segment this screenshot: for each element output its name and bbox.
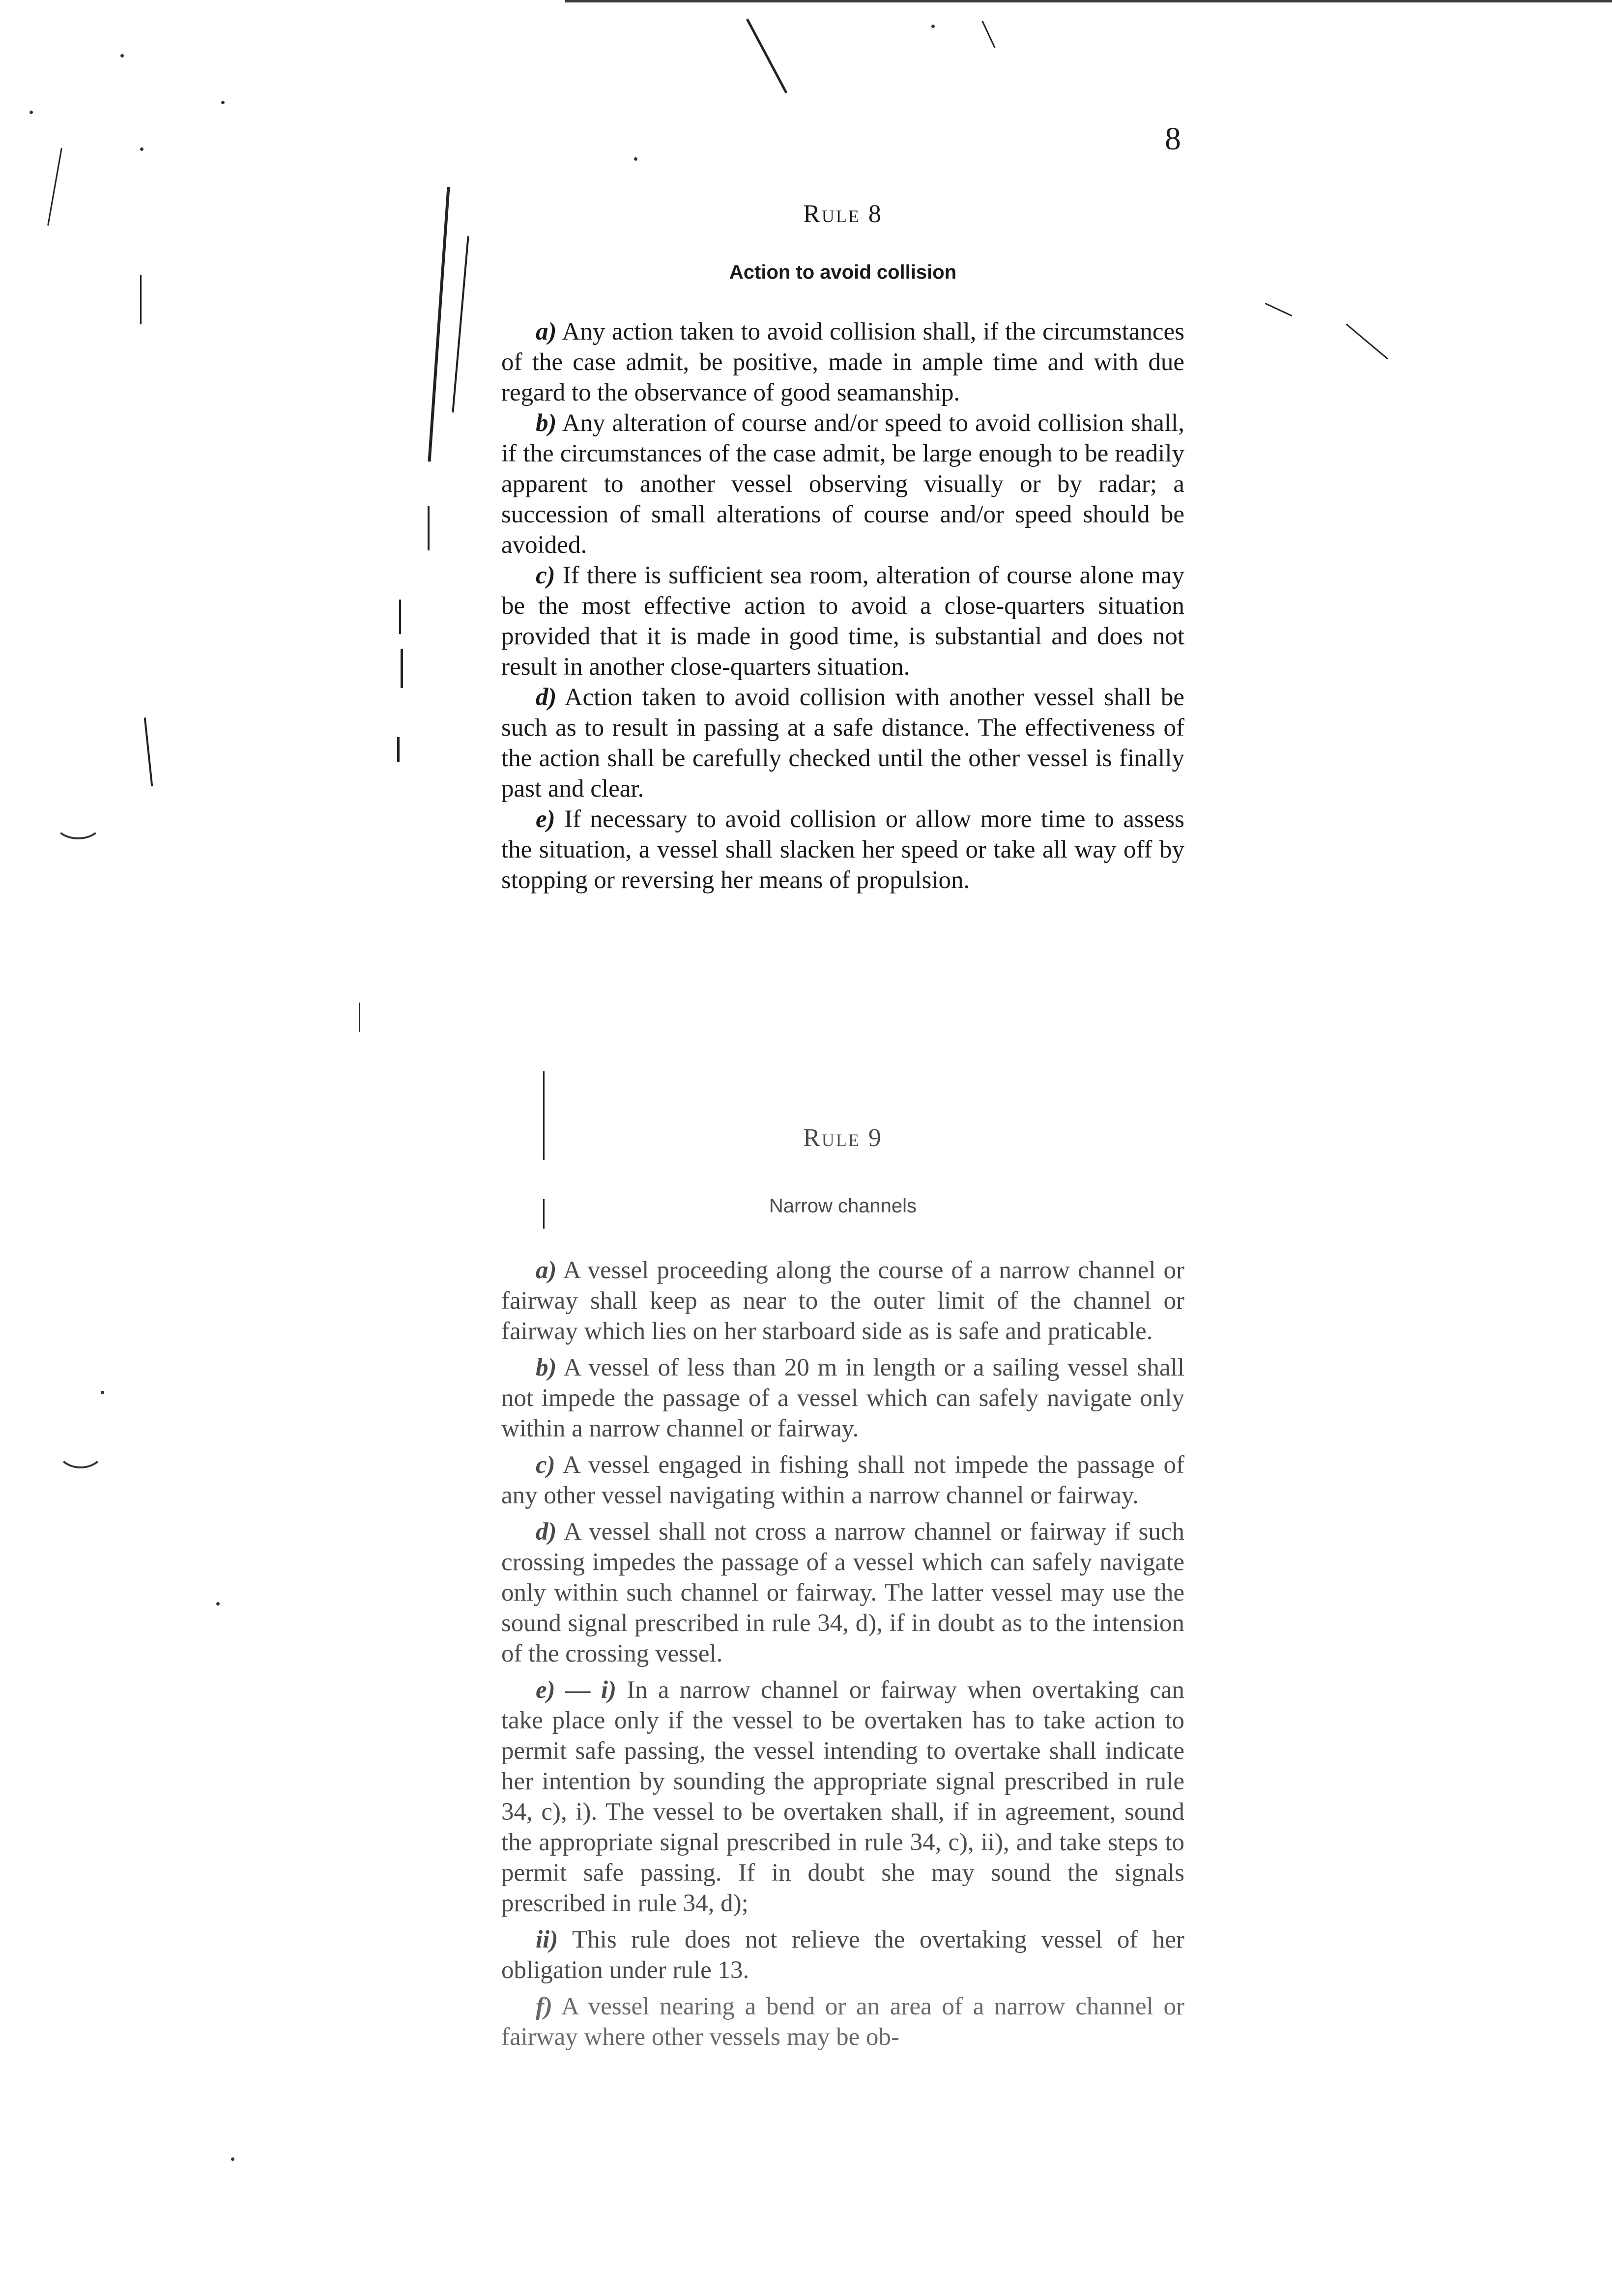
rule-9-paragraph-a bbox=[501, 1255, 1184, 1347]
rule-9-paragraph-d bbox=[501, 1517, 1184, 1669]
paragraph-letter: b) bbox=[536, 409, 557, 437]
rule-8-section bbox=[501, 201, 1184, 895]
paragraph-letter: e) — i) bbox=[536, 1676, 617, 1704]
paragraph-text: A vessel engaged in fishing shall not impede the passage of any other vessel navigating within a narrow channel or fairway. bbox=[501, 1451, 1184, 1509]
paragraph-letter: e) bbox=[536, 805, 555, 833]
scan-mark bbox=[428, 506, 430, 550]
page-number: 8 bbox=[1165, 121, 1181, 157]
scan-mark bbox=[144, 718, 153, 786]
paragraph-text: A vessel proceeding along the course of a narrow channel or fairway shall keep as near to the outer limit of the channel or fairway which lies on her starboard side as is safe and praticable. bbox=[501, 1257, 1184, 1345]
scan-dot bbox=[101, 1391, 104, 1394]
rule-8-paragraph-c bbox=[501, 560, 1184, 682]
scan-mark bbox=[397, 737, 400, 762]
scan-dot bbox=[931, 25, 935, 28]
scan-mark bbox=[746, 19, 787, 93]
scan-dot bbox=[216, 1602, 220, 1606]
rule-9-paragraph-e-ii bbox=[501, 1924, 1184, 1985]
scan-mark bbox=[428, 187, 450, 461]
paragraph-letter: ii) bbox=[536, 1926, 558, 1953]
paragraph-letter: b) bbox=[536, 1354, 557, 1381]
rule-9-paragraph-e-i bbox=[501, 1675, 1184, 1919]
paragraph-letter: f) bbox=[536, 1993, 552, 2020]
rule-8-paragraph-e bbox=[501, 804, 1184, 895]
paragraph-letter: c) bbox=[536, 562, 555, 589]
paragraph-letter: a) bbox=[536, 318, 557, 345]
rule-9-subtitle: Narrow channels bbox=[769, 1195, 917, 1217]
rule-9-paragraph-f bbox=[501, 1991, 1184, 2052]
rule-9-section bbox=[501, 1125, 1184, 2052]
paragraph-text: A vessel of less than 20 m in length or a sailing vessel shall not impede the passage of a vessel which can safely navigate only within a narrow channel or fairway. bbox=[501, 1354, 1184, 1442]
scan-mark bbox=[452, 236, 469, 413]
paragraph-text: In a narrow channel or fairway when overtaking can take place only if the vessel to be overtaken has to take action to permit safe passing, the vessel intending to overtake shall indicate her intention by sounding the appropriate signal prescribed in rule 34, c), i). The vessel to be overtaken shall, if in agreement, sound the appropriate signal prescribed in rule 34, c), ii), and take steps to permit safe passing. If in doubt she may sound the signals prescribed in rule 34, d); bbox=[501, 1676, 1184, 1917]
scan-dot bbox=[29, 111, 33, 114]
rule-9-paragraph-c bbox=[501, 1450, 1184, 1511]
paragraph-text: This rule does not relieve the overtaking vessel of her obligation under rule 13. bbox=[501, 1926, 1184, 1984]
paragraph-letter: d) bbox=[536, 684, 557, 711]
scan-mark bbox=[401, 649, 403, 688]
scan-mark bbox=[359, 1003, 360, 1032]
scan-dot bbox=[221, 101, 225, 104]
top-edge-line bbox=[565, 0, 1612, 2]
paragraph-text: If necessary to avoid collision or allow more time to assess the situation, a vessel shall slacken her speed or take all way off by stopping or reversing her means of propulsion. bbox=[501, 805, 1184, 894]
scan-mark bbox=[54, 806, 102, 839]
paragraph-text: Any alteration of course and/or speed to avoid collision shall, if the circumstances of the case admit, be large enough to be readily apparent to another vessel observing visually or by radar; a succession of small alterations of course and/or speed should be avoided. bbox=[501, 409, 1184, 559]
scan-mark bbox=[399, 600, 401, 634]
paragraph-letter: a) bbox=[536, 1257, 557, 1284]
scan-mark bbox=[57, 1430, 105, 1468]
rule-9-title: Rule 9 bbox=[803, 1124, 883, 1152]
scan-dot bbox=[634, 157, 637, 161]
rule-8-paragraph-a bbox=[501, 316, 1184, 408]
scan-mark bbox=[140, 275, 142, 324]
rule-8-subtitle: Action to avoid collision bbox=[729, 261, 957, 283]
paragraph-text: A vessel shall not cross a narrow channel or fairway if such crossing impedes the passage of a vessel which can safely navigate only within such channel or fairway. The latter vessel may use the sound signal prescribed in rule 34, d), if in doubt as to the intension of the crossing vessel. bbox=[501, 1518, 1184, 1667]
scan-dot bbox=[231, 2157, 234, 2161]
scan-dot bbox=[140, 147, 144, 151]
rule-8-paragraph-d bbox=[501, 682, 1184, 804]
rule-8-paragraph-b bbox=[501, 408, 1184, 560]
paragraph-letter: d) bbox=[536, 1518, 557, 1546]
rule-8-title: Rule 8 bbox=[803, 200, 883, 228]
paragraph-text: Any action taken to avoid collision shall, if the circumstances of the case admit, be positive, made in ample time and with due regard to the observance of good seamanship. bbox=[501, 318, 1184, 406]
paragraph-text: If there is sufficient sea room, alteration of course alone may be the most effective action to avoid a close-quarters situation provided that it is made in good time, is substantial and does not result in another close-quarters situation. bbox=[501, 562, 1184, 681]
paragraph-letter: c) bbox=[536, 1451, 555, 1479]
scan-mark bbox=[981, 21, 995, 48]
scan-mark bbox=[1265, 303, 1293, 316]
rule-9-paragraph-b bbox=[501, 1352, 1184, 1444]
scan-mark bbox=[47, 148, 62, 226]
scan-mark bbox=[1346, 323, 1388, 359]
scan-dot bbox=[120, 54, 124, 57]
paragraph-text: A vessel nearing a bend or an area of a narrow channel or fairway where other vessels may be ob- bbox=[501, 1993, 1184, 2051]
paragraph-text: Action taken to avoid collision with another vessel shall be such as to result in passing at a safe distance. The effectiveness of the action shall be carefully checked until the other vessel is finally past and clear. bbox=[501, 684, 1184, 803]
